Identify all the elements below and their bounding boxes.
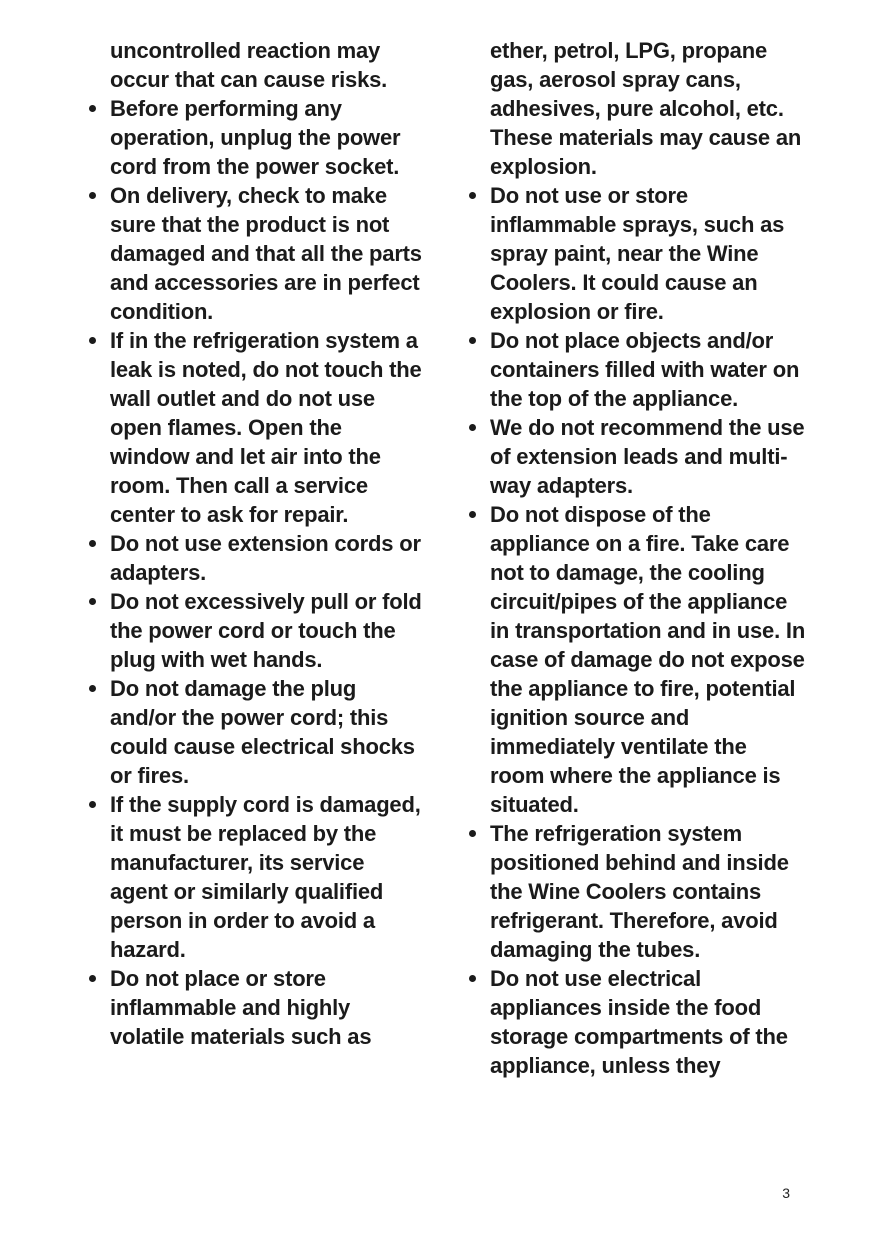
bullet-item: Do not use electrical appliances inside the food storage compartments of the appliance, unless they (464, 964, 806, 1080)
bullet-item: Do not excessively pull or fold the power cord or touch the plug with wet hands. (84, 587, 426, 674)
page-number: 3 (782, 1185, 790, 1201)
bullet-item: Do not use extension cords or adapters. (84, 529, 426, 587)
safety-bullet-list (464, 181, 806, 1080)
safety-bullet-list (84, 94, 426, 1051)
bullet-item: Do not use or store inflammable sprays, such as spray paint, near the Wine Coolers. It could cause an explosion or fire. (464, 181, 806, 326)
continuation-text: uncontrolled reaction may occur that can cause risks. (110, 38, 388, 92)
left-column (84, 36, 426, 1080)
bullet-item: Do not dispose of the appliance on a fire. Take care not to damage, the cooling circuit/pipes of the appliance in transportation and in use. In case of damage do not expose the appliance to fire, potential ignition source and immediately ventilate the room where the appliance is situated. (464, 500, 806, 819)
bullet-item: The refrigeration system positioned behind and inside the Wine Coolers contains refrigerant. Therefore, avoid damaging the tubes. (464, 819, 806, 964)
bullet-item: Do not place objects and/or containers filled with water on the top of the appliance. (464, 326, 806, 413)
continuation-text: ether, petrol, LPG, propane gas, aerosol spray cans, adhesives, pure alcohol, etc. These materials may cause an explosion. (490, 38, 802, 179)
bullet-item: If the supply cord is damaged, it must be replaced by the manufacturer, its service agent or similarly qualified person in order to avoid a hazard. (84, 790, 426, 964)
bullet-item: Do not place or store inflammable and highly volatile materials such as (84, 964, 426, 1051)
two-column-layout (84, 36, 874, 1080)
bullet-item: We do not recommend the use of extension leads and multi-way adapters. (464, 413, 806, 500)
bullet-item: If in the refrigeration system a leak is noted, do not touch the wall outlet and do not use open flames. Open the window and let air into the room. Then call a service center to ask for repair. (84, 326, 426, 529)
bullet-item: Do not damage the plug and/or the power cord; this could cause electrical shocks or fires. (84, 674, 426, 790)
bullet-item: Before performing any operation, unplug the power cord from the power socket. (84, 94, 426, 181)
right-column (464, 36, 806, 1080)
bullet-item: On delivery, check to make sure that the product is not damaged and that all the parts and accessories are in perfect condition. (84, 181, 426, 326)
